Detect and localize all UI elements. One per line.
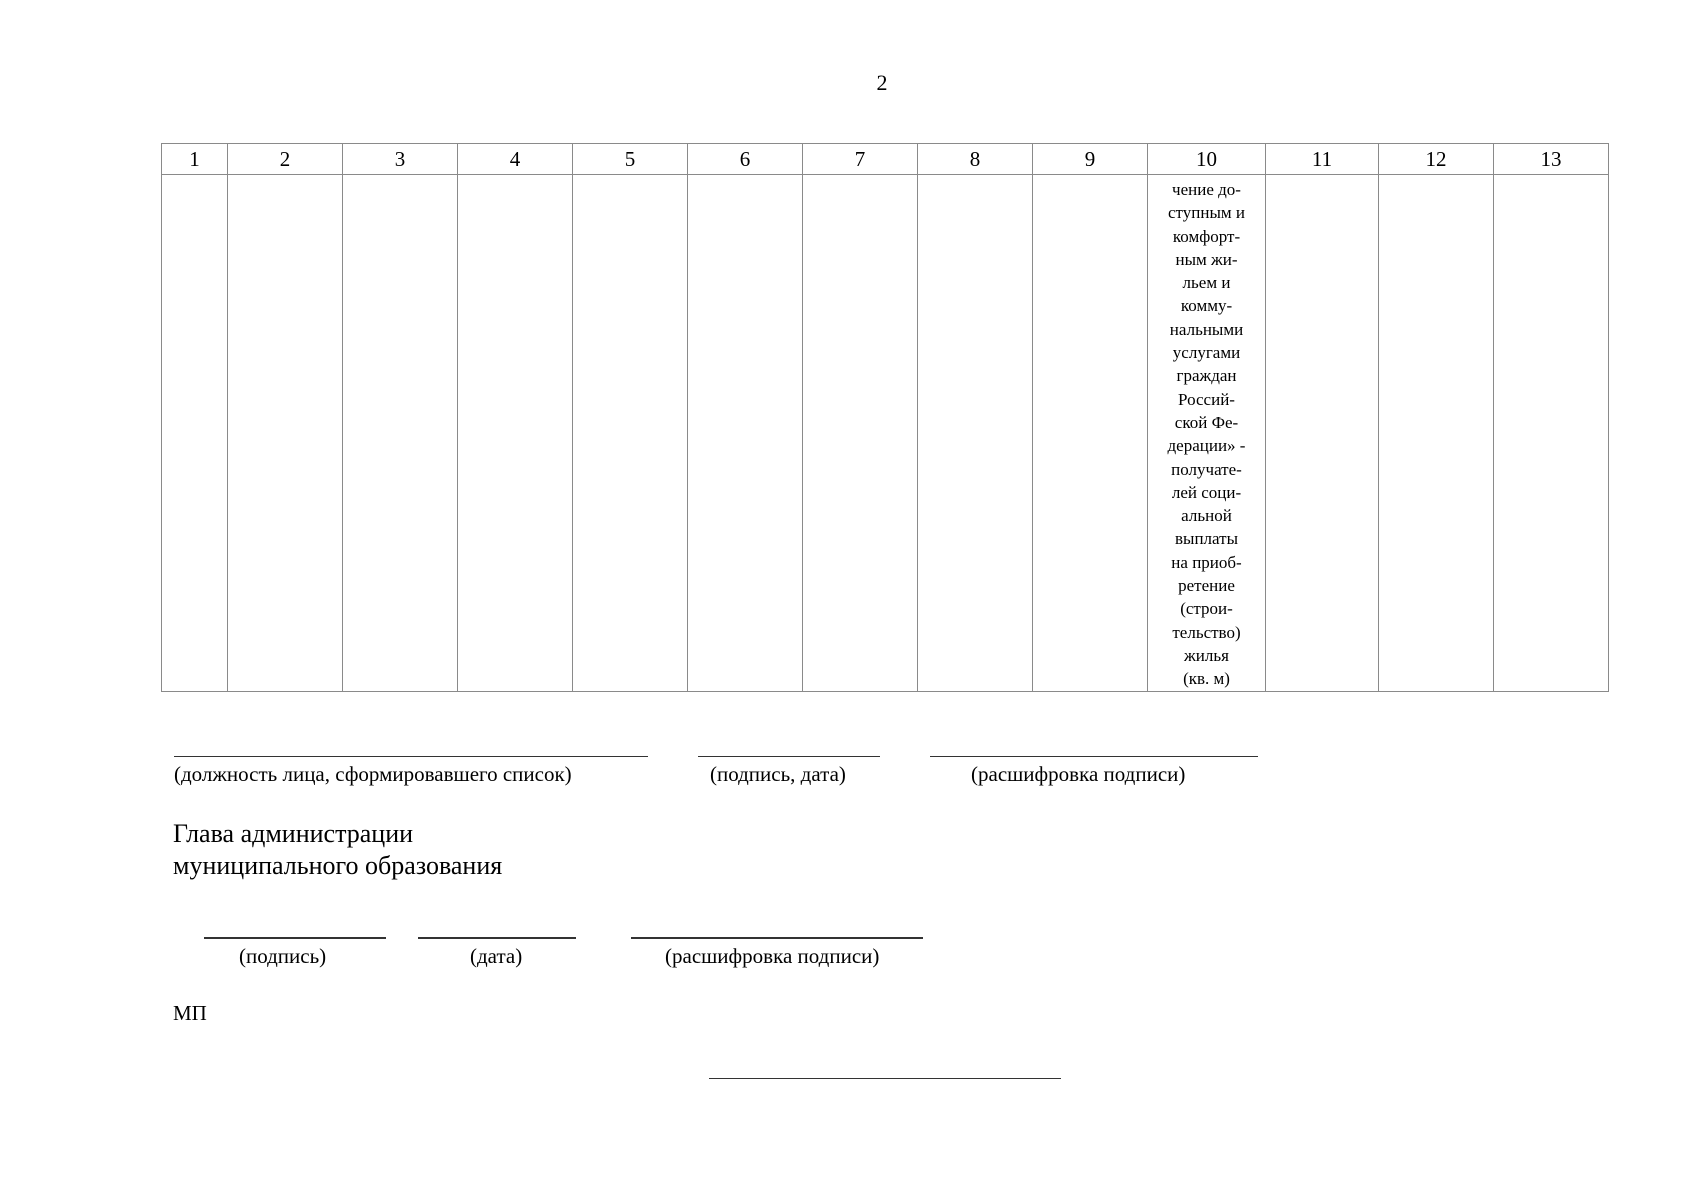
table-cell [803,175,918,692]
data-table [161,143,1609,692]
column-header: 1 [162,144,228,175]
date-caption: (дата) [470,944,523,968]
decoding-line [930,756,1258,757]
decoding-caption-2: (расшифровка подписи) [665,944,880,968]
column-header: 4 [458,144,573,175]
decoding-line-2 [631,937,923,939]
page-number: 2 [876,70,888,95]
table-cell [1266,175,1379,692]
table-cell [1379,175,1494,692]
table-cell [228,175,343,692]
table-cell [573,175,688,692]
signature-date-line [698,756,880,757]
column-header: 7 [803,144,918,175]
table-cell [1494,175,1609,692]
column-header: 10 [1148,144,1266,175]
signature-date-caption: (подпись, дата) [710,762,846,786]
head-title-line2: муниципального образования [173,851,503,880]
column-header: 8 [918,144,1033,175]
table-cell [1148,175,1266,692]
column-header: 3 [343,144,458,175]
table-cell [1033,175,1148,692]
column-header: 12 [1379,144,1494,175]
column-header: 5 [573,144,688,175]
head-title-line1: Глава администрации [173,819,414,848]
table-cell [458,175,573,692]
column-header: 13 [1494,144,1609,175]
signature-line [204,937,386,939]
column-header: 9 [1033,144,1148,175]
seal-label: МП [173,1001,207,1025]
head-title [173,818,502,882]
column-header: 2 [228,144,343,175]
table-cell [162,175,228,692]
column-header: 11 [1266,144,1379,175]
date-line [418,937,576,939]
table-cell [918,175,1033,692]
position-caption: (должность лица, сформировавшего список) [174,762,572,786]
column-header: 6 [688,144,803,175]
signature-caption: (подпись) [239,944,327,968]
column-10-text: чение до- ступным и комфорт- ным жи- льем и комму- нальными услугами граждан Россий- ской Фе- дерации» - получате- лей соци- альной выплаты на приоб- ретение (строи- тельство) жилья (кв. м) [1167,180,1246,689]
table-cell [343,175,458,692]
position-signature-line [174,756,648,757]
table-row [162,175,1609,692]
table-header-row [162,144,1609,175]
end-divider [709,1078,1061,1079]
table-cell [688,175,803,692]
decoding-caption: (расшифровка подписи) [971,762,1186,786]
